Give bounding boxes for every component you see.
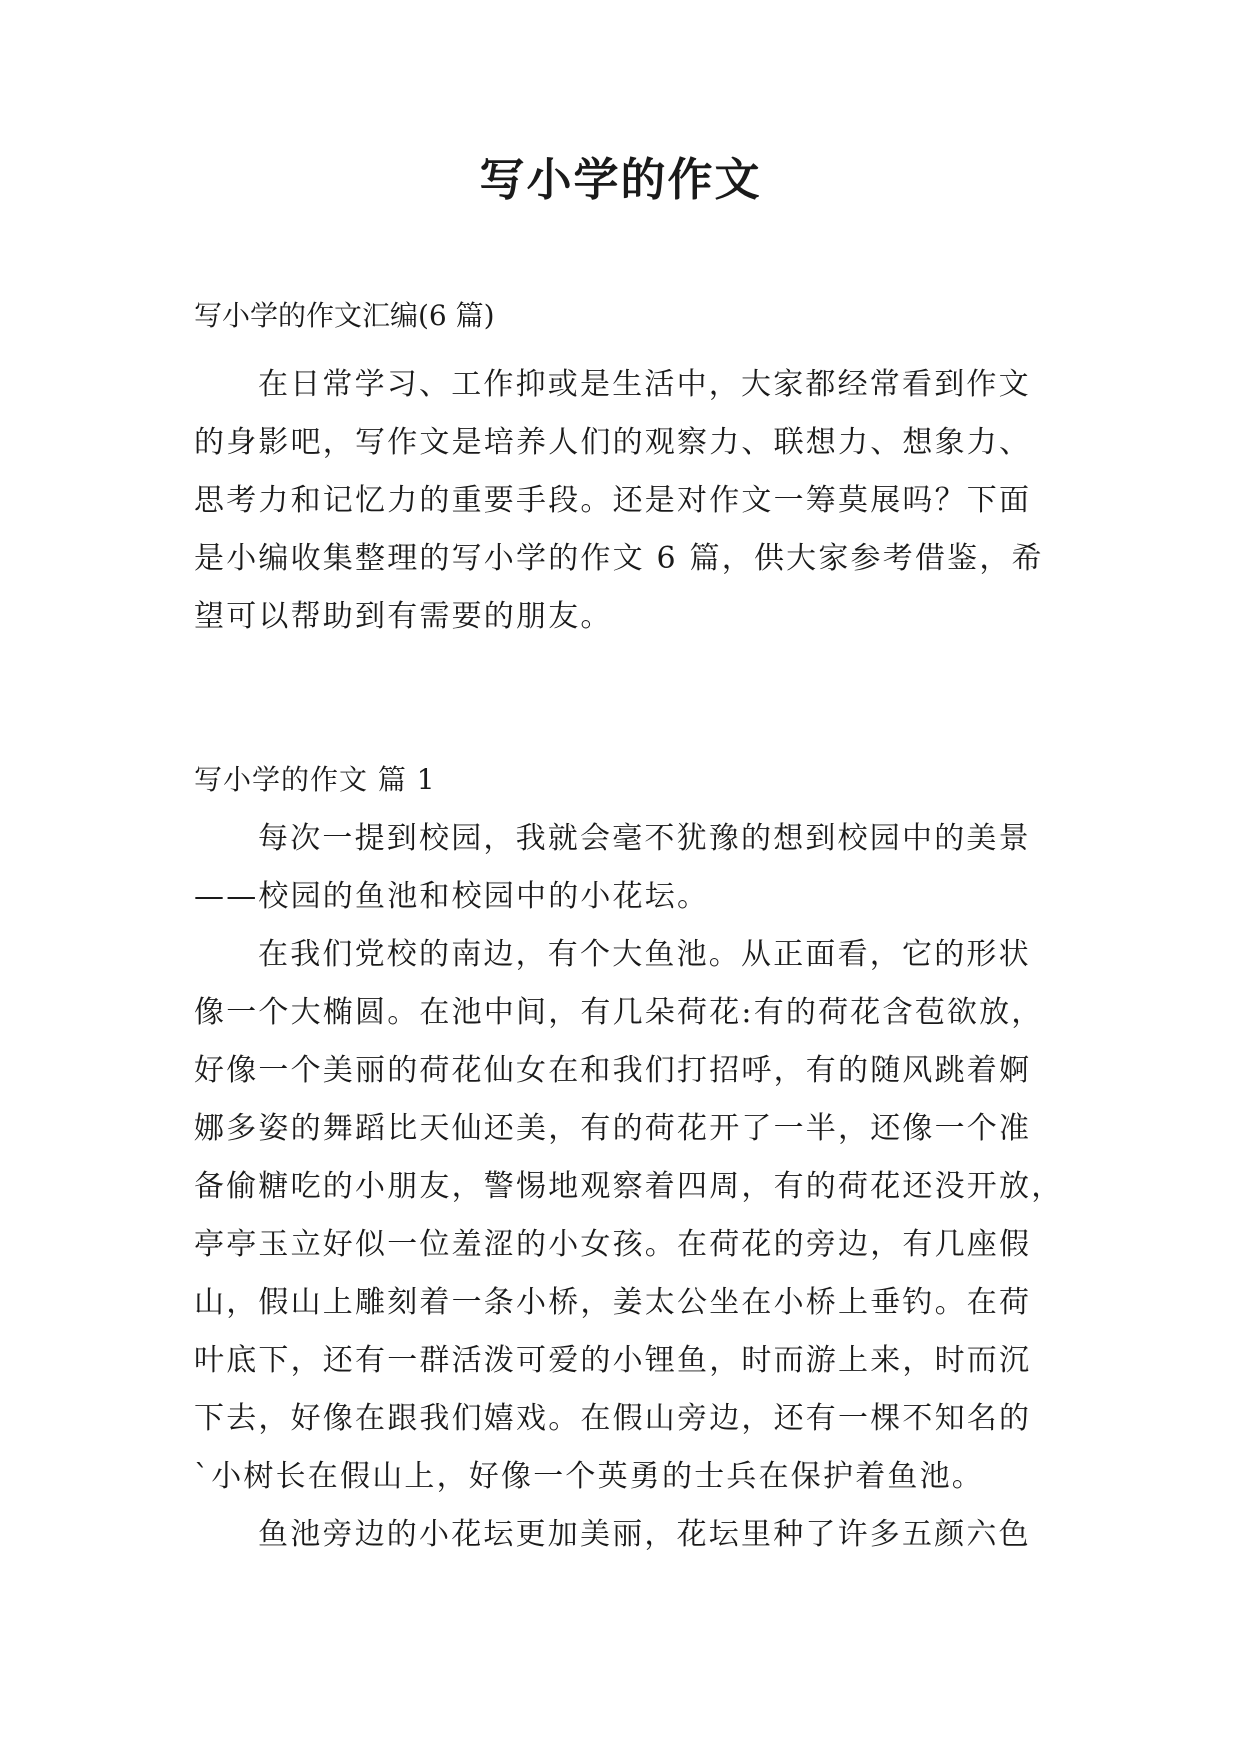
intro-line: 是小编收集整理的写小学的作文 6 篇，供大家参考借鉴，希 [194, 541, 1044, 576]
paragraph-line: 像一个大椭圆。在池中间，有几朵荷花:有的荷花含苞欲放， [194, 995, 1044, 1030]
document-title: 写小学的作文 [479, 153, 762, 206]
paragraph-line: ——校园的鱼池和校园中的小花坛。 [194, 879, 710, 914]
paragraph-line: 每次一提到校园，我就会毫不犹豫的想到校园中的美景 [258, 821, 1031, 856]
intro-paragraph [194, 356, 1074, 646]
paragraph-line: 在我们党校的南边，有个大鱼池。从正面看，它的形状 [258, 937, 1031, 972]
paragraph-line: 山，假山上雕刻着一条小桥，姜太公坐在小桥上垂钓。在荷 [194, 1285, 1032, 1320]
paragraph-line: 备偷糖吃的小朋友，警惕地观察着四周，有的荷花还没开放， [194, 1169, 1064, 1204]
body-paragraph-3 [194, 1506, 1074, 1564]
intro-line: 的身影吧，写作文是培养人们的观察力、联想力、想象力、 [194, 425, 1032, 460]
section-heading: 写小学的作文 篇 1 [194, 763, 436, 796]
body-paragraph-1 [194, 810, 1074, 926]
paragraph-line: 好像一个美丽的荷花仙女在和我们打招呼，有的随风跳着婀 [194, 1053, 1032, 1088]
intro-line: 望可以帮助到有需要的朋友。 [194, 599, 613, 634]
intro-line: 在日常学习、工作抑或是生活中，大家都经常看到作文 [258, 367, 1031, 402]
body-paragraph-2 [194, 926, 1074, 1506]
paragraph-line: 下去，好像在跟我们嬉戏。在假山旁边，还有一棵不知名的 [194, 1401, 1032, 1436]
paragraph-line: 鱼池旁边的小花坛更加美丽，花坛里种了许多五颜六色 [258, 1517, 1031, 1552]
paragraph-line: 叶底下，还有一群活泼可爱的小锂鱼，时而游上来，时而沉 [194, 1343, 1032, 1378]
paragraph-line: 娜多姿的舞蹈比天仙还美，有的荷花开了一半，还像一个准 [194, 1111, 1032, 1146]
paragraph-line: `小树长在假山上，好像一个英勇的士兵在保护着鱼池。 [194, 1459, 984, 1494]
paragraph-line: 亭亭玉立好似一位羞涩的小女孩。在荷花的旁边，有几座假 [194, 1227, 1032, 1262]
intro-line: 思考力和记忆力的重要手段。还是对作文一筹莫展吗？下面 [194, 483, 1032, 518]
document-subtitle: 写小学的作文汇编(6 篇) [194, 299, 495, 332]
